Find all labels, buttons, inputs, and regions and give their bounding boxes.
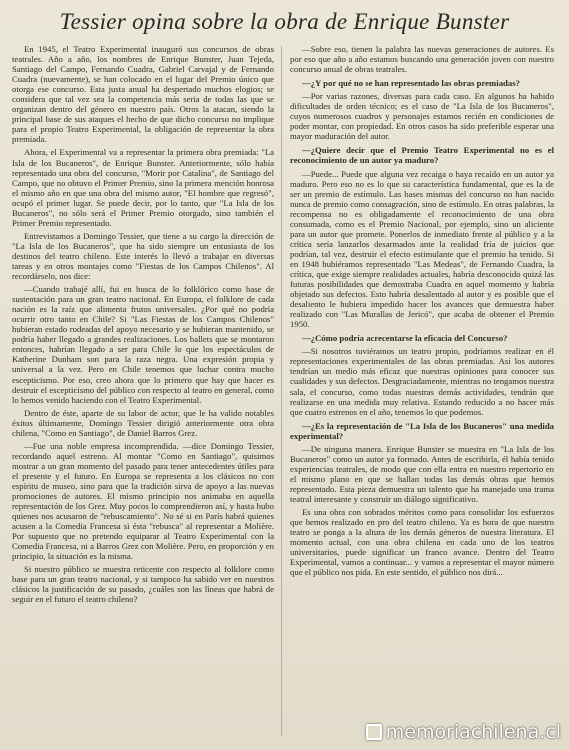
article-paragraph: —Fue una noble empresa incomprendida. —dice Domingo Tessier, recordando aquel estreno. Al montar "Como en Santiago", quisimos mostrar a un gran momento del pasado para tener antecedentes útiles para el presente y el futuro. En Europa se representa a los clásicos no con espíritu de museo, sino para que la tradición sirva de apoyo a las nuevas promociones de autores. El mismo principio nos animaba en aquella representación de los Grez. Muy pocos lo comprendieron así, y hasta hubo quienes nos acusaron de "rebuscamiento". No sé si en París habrá quienes acusen a la Comedia Francesa si ésta "rebusca" al representar a Molière. Por supuesto que no pretendo equiparar al Teatro Experimental con la Comedia Francesa, ni a Barros Grez con Molière. Pero, en proporción y en principio, la situación es la misma.: [12, 440, 274, 562]
archive-logo-icon: [366, 724, 382, 740]
interview-question: —¿Quiere decir que el Premio Teatro Experimental no es el reconocimiento de un autor ya maduro?: [290, 145, 554, 166]
article-paragraph: En 1945, el Teatro Experimental inauguró sus concursos de obras teatrales. Año a año, los nombres de Enrique Bunster, Juan Tejeda, Santiago del Campo, Fernando Cuadra, Gabriel Carvajal y de Fernando Cuadra (nuevamente), se han colocado en el lugar del Premio único que otorga ese concurso. Esta justa anual ha despertado muchos elogios; se considera que tal vez sea la competencia más seria de todas las que se organizan dentro del género en nuestro país. Otros la atacan, siendo la principal base de sus ataques el hecho de que dicho concurso no implique para el propio Teatro Experimental, la obligación de representar la obra premiada.: [12, 44, 274, 145]
article-paragraph: —Sobre eso, tienen la palabra las nuevas generaciones de autores. Es por eso que año a año estamos buscando una generación joven con nuestro concurso anual de obras teatrales.: [290, 44, 554, 75]
watermark: [366, 720, 561, 744]
article-paragraph: —De ninguna manera. Enrique Bunster se muestra en "La Isla de los Bucaneros" como un autor ya formado. Antes de escribirla, él había tenido experiencias teatrales, de modo que con ella entra en nuestro repertorio en el mismo plano en que se hallan todas las demás obras que hemos representado. Esta pieza demuestra un talento que ha manejado una trama teatral interesante y construir un diálogo significativo.: [290, 443, 554, 504]
article-paragraph: —Cuando trabajé allí, fui en busca de lo folklórico como base de sustentación para un gran teatro nacional. En Europa, el folklore de cada nación es la raíz que alimenta frutos universales. ¿Por qué no podría ocurrir otro tanto en Chile? Si "Las Fiestas de los Campos Chilenos" hubieran estado rodeadas del apoyo necesario y se hubieran mantenido, se podría haber llegado a grandes realizaciones. Los ballets que se montaron entonces, habrían llegado a ser para Chile lo que los espectáculos de Katherine Dunham son para la raza negra. Una expresión propia y universal a la vez. Pero en Chile tenemos que luchar contra mucho escepticismo. Por eso, creo ahora que lo primero que hay que hacer es destruir el escepticismo del público con respecto al teatro en general, como lo hemos venido haciendo con el Teatro Experimental.: [12, 284, 274, 405]
article-headline: Tessier opina sobre la obra de Enrique Bunster: [59, 9, 510, 34]
article-paragraph: —Si nosotros tuviéramos un teatro propio, podríamos realizar en él representaciones experimentales de las obras premiadas. Así los autores tendrían un medio más eficaz que nuestras opiniones para conocer sus cualidades y sus defectos. Desgraciadamente, mientras no tengamos nuestra sala, el concurso, como todas nuestras demás actividades, tendrán que realizarse en una medida muy relativa. Estando reducido a no hacer más que cuatro estrenos en el año, tenemos lo que podemos.: [290, 346, 554, 417]
article-paragraph: Dentro de éste, aparte de su labor de actor, que le ha valido notables éxitos últimamente, Domingo Tessier dirigió anteriormente otra obra chilena, "Como en Santiago", de Daniel Barros Grez.: [12, 407, 274, 438]
article-paragraph: —Por varias razones, diversas para cada caso. En algunos ha habido dificultades de orden técnico; es el caso de "La Isla de los Bucaneros", cuyos numerosos cuadros y personajes estamos recién en condiciones de poder montar, con propiedad. En otros casos ha sido preferible esperar una mayor maduración del autor.: [290, 91, 554, 142]
article-column-left: [12, 44, 274, 740]
article-paragraph: Es una obra con sobrados méritos como para consolidar los esfuerzos que hemos realizado en pro del teatro chileno. Ya es hora de que nuestro teatro se ponga a la altura de los demás géneros de nuestra literatura. El momento actual, con una obra chilena en cada uno de los teatros universitarios, puede significar un franco avance. Dentro del Teatro Experimental, vamos a continuar... y vamos a representar el mayor número que el público nos pida. En este sentido, el público nos dirá...: [290, 507, 554, 578]
article-paragraph: Si nuestro público se muestra reticente con respecto al folklore como base para un gran teatro nacional, y si tampoco ha sabido ver en nuestros clásicos la justificación de su pasado, ¿cuáles son las líneas que habrá de seguir en el futuro el teatro chileno?: [12, 564, 274, 605]
article-paragraph: —Puede... Puede que alguna vez recaiga o haya recaído en un autor ya maduro. Pero eso no es lo que su característica fundamental, que es la de ser un premio de estímulo. Las bases mismas del concurso no han nacido nunca de premio como consagración, sino de estímulo. En otras palabras, la recompensa no es obligadamente el reconocimiento de una obra consumada, como es el Premio Nacional, por ejemplo, sino un aliciente para un autor que promete. Ponerlos de inmediato frente al público y a la crítica sería lanzarlos desarmados ante la realidad fría de juicios que podrían, tal vez, destruir el efecto estimulante que el premio ha tenido. Si en 1948 hubiéramos representado "Las Medeas", de Fernando Cuadra, la crítica, que exige siempre realidades actuales, habría desconocido quizá las futuras posibilidades que demostraba Cuadra en aquel momento y habría objetado sus defectos. Esto habría desalentado al autor y es posible que el desaliento le hubiera impedido hacer los avances que demuestra haber realizado con "Las Murallas de Jericó", que acaba de obtener el Premio 1950.: [290, 168, 554, 330]
column-divider: [281, 46, 282, 736]
watermark-text: memoriachilena.cl: [385, 721, 561, 743]
article-paragraph: Ahora, el Experimental va a representar la primera obra premiada: "La Isla de los Bucaneros", de Enrique Bunster. Anteriormente, sólo había representado una obra del concurso, "Morir por Catalina", de Santiago del Campo, que no obtuvo el Primer Premio, sino la primera mención honrosa el mismo año en que una obra del mismo autor, "El hombre que regresó", ocupó el primer lugar. Se puede decir, por lo tanto, que "La Isla de los Bucaneros", no sólo será el Primer Premio otorgado, sino también el Primer Premio representado.: [12, 147, 274, 228]
interview-question: —¿Y por qué no se han representado las obras premiadas?: [302, 78, 520, 89]
interview-question: —¿Cómo podría acrecentarse la eficacia del Concurso?: [302, 333, 508, 344]
interview-question: —¿Es la representación de "La Isla de los Bucaneros" una medida experimental?: [290, 420, 554, 441]
article-paragraph: Entrevistamos a Domingo Tessier, que tiene a su cargo la dirección de "La Isla de los Bucaneros", que ha sido siempre un entusiasta de los destinos del teatro chileno. Este interés lo llevó a trabajar en diversas tareas y en otros montajes como "Fiestas de los Campos Chilenos". Al recordárselo, nos dice:: [12, 230, 274, 282]
article-column-right: [290, 44, 554, 740]
